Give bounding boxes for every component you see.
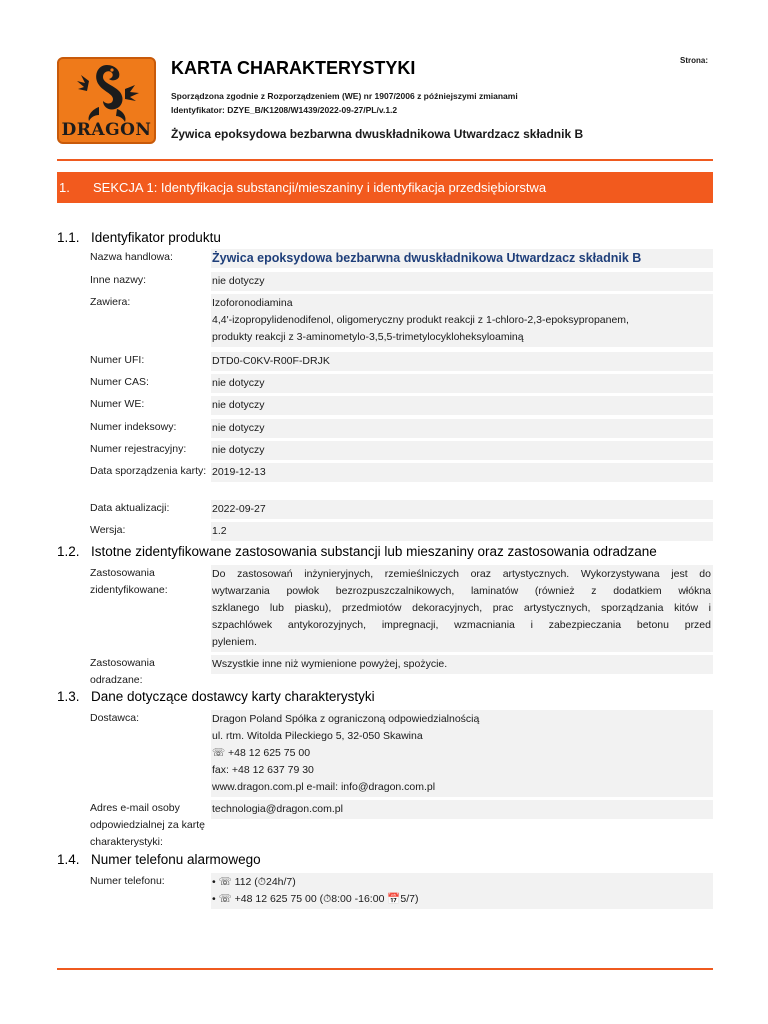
subsection-1-1-heading (57, 230, 221, 245)
row-version (89, 522, 713, 541)
phone-line: • ☏ +48 12 625 75 00 (⏱8:00 -16:00 📅5/7) (212, 893, 419, 905)
field-label: Nazwa handlowa: (89, 249, 208, 268)
subsection-1-3-heading (57, 689, 375, 704)
subsection-1-2-heading (57, 544, 657, 559)
field-label: Inne nazwy: (89, 272, 208, 291)
section-number: 1. (59, 180, 70, 195)
field-value: DTD0-C0KV-R00F-DRJK (211, 352, 713, 371)
field-value (211, 710, 713, 797)
subsection-1-4-heading (57, 852, 261, 867)
subsection-title: Dane dotyczące dostawcy karty charakterystyki (91, 689, 375, 704)
field-value (211, 873, 713, 909)
subsection-number: 1.3. (57, 689, 80, 704)
supplier-web-email: www.dragon.com.pl e-mail: info@dragon.com.pl (212, 781, 436, 793)
subsection-title: Identyfikator produktu (91, 230, 221, 245)
field-label: Dostawca: (89, 710, 208, 797)
label-line: Zastosowania (90, 657, 155, 669)
identifier-line: Identyfikator: DZYE_B/K1208/W1439/2022-09-27/PL/v.1.2 (171, 105, 398, 115)
field-value: Żywica epoksydowa bezbarwna dwuskładnikowa Utwardzacz składnik B (211, 249, 713, 268)
row-contains (89, 294, 713, 347)
row-trade-name (89, 249, 713, 268)
row-advised-against (89, 655, 713, 689)
uses-line: szpachlówek antykorozyjnych, impregnacji, wzmacniania i zabezpieczania betonu przed (212, 619, 711, 631)
document-title: KARTA CHARAKTERYSTYKI (171, 58, 416, 78)
header-rule (57, 159, 713, 161)
row-other-names (89, 272, 713, 291)
row-we (89, 396, 713, 415)
field-label: Data aktualizacji: (89, 500, 208, 519)
uses-line: szklanego lub piasku), przedmiotów dekoracyjnych, prac artystycznych, sporządzania kitów i (212, 602, 711, 614)
field-value: nie dotyczy (211, 272, 713, 291)
field-value (211, 294, 713, 347)
page-label: Strona: (680, 56, 708, 65)
logo-text: DRAGON (61, 120, 152, 140)
field-label: Wersja: (89, 522, 208, 541)
field-label: Numer CAS: (89, 374, 208, 393)
section-1-bar (57, 172, 713, 203)
subsection-title: Istotne zidentyfikowane zastosowania substancji lub mieszaniny oraz zastosowania odradzane (91, 544, 657, 559)
label-line: Adres e-mail osoby (90, 802, 180, 814)
supplier-line: Dragon Poland Spółka z ograniczoną odpowiedzialnością (212, 713, 480, 725)
field-label: Numer indeksowy: (89, 419, 208, 438)
dragon-logo (57, 57, 156, 144)
field-value: technologia@dragon.com.pl (211, 800, 713, 819)
field-value: nie dotyczy (211, 419, 713, 438)
row-identified-uses (89, 565, 713, 652)
field-value: Wszystkie inne niż wymienione powyżej, spożycie. (211, 655, 713, 674)
row-emergency-phone (89, 873, 713, 909)
field-label: Zawiera: (89, 294, 208, 347)
label-line: odpowiedzialnej za (90, 819, 179, 831)
subsection-title: Numer telefonu alarmowego (91, 852, 261, 867)
field-value: 1.2 (211, 522, 713, 541)
field-value: nie dotyczy (211, 396, 713, 415)
footer-rule (57, 968, 713, 970)
contains-line: Izoforonodiamina (212, 297, 293, 309)
subsection-number: 1.1. (57, 230, 80, 245)
row-supplier (89, 710, 713, 797)
field-label (89, 800, 208, 851)
label-line: odradzane: (90, 674, 143, 686)
field-value: nie dotyczy (211, 374, 713, 393)
subsection-number: 1.2. (57, 544, 80, 559)
contains-line: 4,4'-izopropylidenodifenol, oligomeryczny produkt reakcji z 1-chloro-2,3-epoksypropanem, (212, 314, 629, 326)
row-created (89, 463, 713, 482)
product-title: Żywica epoksydowa bezbarwna dwuskładnikowa Utwardzacz składnik B (171, 127, 584, 141)
field-value: nie dotyczy (211, 441, 713, 460)
label-line: Zastosowania (90, 567, 155, 579)
label-line: Data sporządzenia (90, 465, 178, 477)
row-index (89, 419, 713, 438)
row-ufi (89, 352, 713, 371)
regulation-line: Sporządzona zgodnie z Rozporządzeniem (WE) nr 1907/2006 z późniejszymi zmianami (171, 91, 518, 101)
supplier-fax: fax: +48 12 637 79 30 (212, 764, 314, 776)
label-line: kartę charakterystyki: (90, 819, 205, 848)
uses-line: Do zastosowań inżynieryjnych, rzemieślniczych oraz artystycznych. Wykorzystywana jest do (212, 568, 711, 580)
uses-line: wytwarzania powłok bezrozpuszczalnikowych, laminatów (również z dodatkiem włókna (212, 585, 711, 597)
subsection-number: 1.4. (57, 852, 80, 867)
label-line: zidentyfikowane: (90, 584, 168, 596)
field-label (89, 463, 208, 482)
field-label: Numer UFI: (89, 352, 208, 371)
phone-line: • ☏ 112 (⏱24h/7) (212, 876, 296, 888)
field-value: 2022-09-27 (211, 500, 713, 519)
label-line: karty: (180, 465, 207, 477)
field-label (89, 565, 208, 652)
field-label: Numer telefonu: (89, 873, 208, 909)
supplier-line: ul. rtm. Witolda Pileckiego 5, 32-050 Skawina (212, 730, 423, 742)
field-label: Numer rejestracyjny: (89, 441, 208, 460)
row-registration (89, 441, 713, 460)
uses-line: pyleniem. (212, 636, 257, 648)
supplier-phone: ☏ +48 12 625 75 00 (212, 747, 311, 759)
field-label (89, 655, 208, 689)
row-responsible-email (89, 800, 713, 851)
field-label: Numer WE: (89, 396, 208, 415)
row-cas (89, 374, 713, 393)
section-title: SEKCJA 1: Identyfikacja substancji/mieszaniny i identyfikacja przedsiębiorstwa (93, 180, 547, 195)
field-value: 2019-12-13 (211, 463, 713, 482)
field-value (211, 565, 713, 652)
contains-line: produkty reakcji z 3-aminometylo-3,5,5-trimetylocykloheksyloaminą (212, 331, 524, 343)
row-updated (89, 500, 713, 519)
